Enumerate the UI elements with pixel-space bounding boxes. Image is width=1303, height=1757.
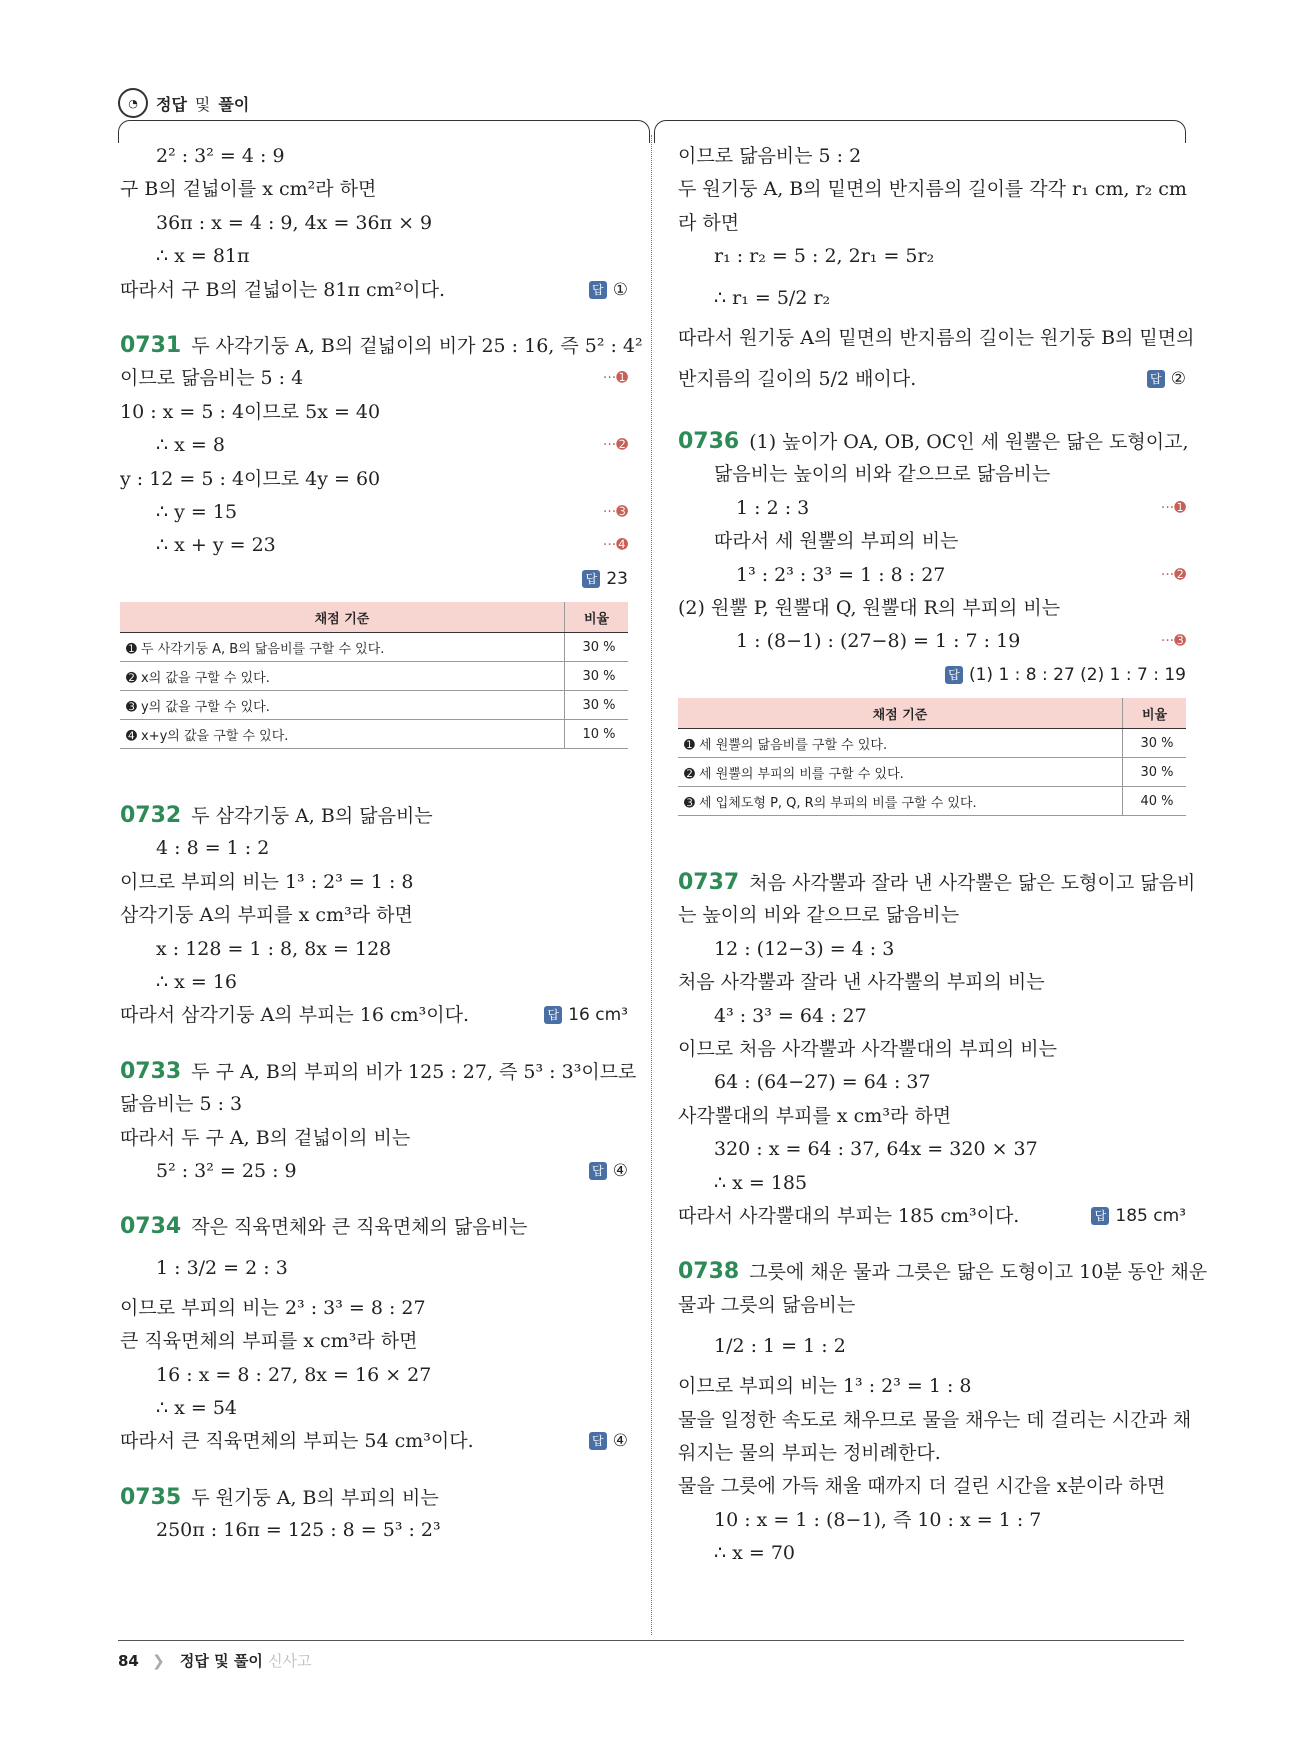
step-marker: ···➌	[602, 503, 628, 520]
text-line: ∴ r₁ = 5/2 r₂	[714, 286, 831, 309]
text-line: 따라서 원기둥 A의 밑면의 반지름의 길이는 원기둥 B의 밑면의	[678, 326, 1195, 349]
answer: (1) 1 : 8 : 27 (2) 1 : 7 : 19	[968, 664, 1186, 685]
problem-0731	[120, 329, 643, 362]
text-line: ∴ x = 54	[156, 1396, 238, 1419]
text-line: 10 : x = 1 : (8−1), 즉 10 : x = 1 : 7	[714, 1508, 1042, 1531]
text-line: 이므로 부피의 비는 1³ : 2³ = 1 : 8	[120, 870, 414, 893]
answer-mark	[544, 999, 628, 1032]
text: (1) 높이가 OA, OB, OC인 세 원뿔은 닮은 도형이고,	[749, 430, 1189, 453]
table-cell: ➋ x의 값을 구할 수 있다.	[120, 662, 565, 691]
footer-section: 정답 및 풀이	[179, 1652, 263, 1670]
text-line: 250π : 16π = 125 : 8 = 5³ : 2³	[156, 1519, 441, 1542]
text-line: 64 : (64−27) = 64 : 37	[714, 1071, 931, 1094]
chevron-right-icon: ❯	[152, 1652, 165, 1670]
answer-mark	[945, 659, 1186, 692]
text-line: 16 : x = 8 : 27, 8x = 16 × 27	[156, 1363, 432, 1386]
text-line	[120, 496, 628, 529]
problem-number: 0732	[120, 803, 182, 829]
text: 1 : (8−1) : (27−8) = 1 : 7 : 19	[736, 630, 1021, 653]
step-marker: ···➋	[1160, 566, 1186, 583]
text-line	[120, 362, 628, 395]
answer-badge: 답	[544, 1006, 562, 1024]
text-line: ∴ x = 70	[714, 1542, 796, 1565]
text: ∴ x + y = 23	[156, 534, 276, 557]
answer-badge: 답	[1147, 370, 1165, 388]
text-line: 처음 사각뿔과 잘라 낸 사각뿔의 부피의 비는	[678, 971, 1045, 994]
text-line	[678, 1200, 1186, 1233]
text-line: 물을 그릇에 가득 채울 때까지 더 걸린 시간을 x분이라 하면	[678, 1475, 1166, 1498]
answer-badge: 답	[589, 1162, 607, 1180]
step-marker: ···➍	[602, 537, 628, 554]
problem-number: 0737	[678, 870, 740, 896]
answer-badge: 답	[589, 1432, 607, 1450]
text-line: 두 원기둥 A, B의 밑면의 반지름의 길이를 각각 r₁ cm, r₂ cm	[678, 178, 1187, 201]
step-marker: ···➋	[602, 437, 628, 454]
right-column	[678, 140, 1208, 1571]
text-line: 이므로 부피의 비는 2³ : 3³ = 8 : 27	[120, 1296, 426, 1319]
text-line: 320 : x = 64 : 37, 64x = 320 × 37	[714, 1138, 1038, 1161]
text-line: 는 높이의 비와 같으므로 닮음비는	[678, 904, 960, 927]
answer: ①	[612, 279, 628, 300]
answer-mark	[589, 274, 628, 307]
table-cell: ➍ x+y의 값을 구할 수 있다.	[120, 720, 565, 749]
text-line: 라 하면	[678, 211, 740, 234]
problem-number: 0734	[120, 1214, 182, 1240]
text-line: 물을 일정한 속도로 채우므로 물을 채우는 데 걸리는 시간과 채	[678, 1408, 1192, 1431]
header-title-2: 풀이	[218, 94, 250, 114]
text-line	[120, 563, 628, 596]
text-line: 4 : 8 = 1 : 2	[156, 837, 270, 860]
text-line	[120, 274, 628, 307]
table-cell: 30 %	[565, 633, 629, 662]
problem-0738	[678, 1255, 1208, 1288]
text-line: y : 12 = 5 : 4이므로 4y = 60	[120, 467, 381, 490]
text: ∴ x = 8	[156, 434, 225, 457]
text-line: 닮음비는 5 : 3	[120, 1093, 243, 1116]
table-row	[120, 691, 628, 720]
table-row	[678, 787, 1186, 816]
table-cell: ➊ 세 원뿔의 닮음비를 구할 수 있다.	[678, 729, 1123, 758]
text-line: 구 B의 겉넓이를 x cm²라 하면	[120, 178, 377, 201]
table-cell: ➋ 세 원뿔의 부피의 비를 구할 수 있다.	[678, 758, 1123, 787]
answer: 185 cm³	[1115, 1205, 1186, 1226]
text: 따라서 구 B의 겉넓이는 81π cm²이다.	[120, 278, 446, 301]
table-header: 비율	[1123, 698, 1187, 729]
text-line: 닮음비는 높이의 비와 같으므로 닮음비는	[714, 463, 1051, 486]
watermark: 신사고	[268, 1652, 312, 1670]
text-line: 큰 직육면체의 부피를 x cm³라 하면	[120, 1330, 418, 1353]
text-line	[120, 999, 628, 1032]
header-title: 정답	[156, 94, 187, 114]
page-number: 84	[118, 1652, 139, 1670]
text: 따라서 삼각기둥 A의 부피는 16 cm³이다.	[120, 1004, 470, 1027]
answer: 16 cm³	[568, 1005, 628, 1026]
problem-number: 0735	[120, 1484, 182, 1510]
answer-mark	[589, 1155, 628, 1188]
grading-table	[678, 698, 1186, 816]
text: 반지름의 길이의 5/2 배이다.	[678, 367, 917, 390]
text: 처음 사각뿔과 잘라 낸 사각뿔은 닮은 도형이고 닮음비	[749, 872, 1196, 895]
text: 1 : 2 : 3	[736, 496, 810, 519]
table-cell: 10 %	[565, 720, 629, 749]
answer-mark	[1147, 355, 1186, 403]
text-line: 이므로 처음 사각뿔과 사각뿔대의 부피의 비는	[678, 1038, 1057, 1061]
table-row	[678, 729, 1186, 758]
text-line: 따라서 두 구 A, B의 겉넓이의 비는	[120, 1126, 411, 1149]
problem-0734	[120, 1210, 628, 1243]
text: 5² : 3² = 25 : 9	[156, 1159, 297, 1182]
text: 두 원기둥 A, B의 부피의 비는	[191, 1486, 439, 1509]
answer-badge: 답	[589, 281, 607, 299]
left-column	[120, 140, 643, 1548]
table-cell: 30 %	[565, 662, 629, 691]
answer-badge: 답	[945, 666, 963, 684]
text: 두 삼각기둥 A, B의 닮음비는	[191, 805, 433, 828]
problem-0735	[120, 1481, 628, 1514]
text: 따라서 사각뿔대의 부피는 185 cm³이다.	[678, 1204, 1020, 1227]
table-cell: ➌ 세 입체도형 P, Q, R의 부피의 비를 구할 수 있다.	[678, 787, 1123, 816]
page-footer	[118, 1650, 312, 1671]
text-line: x : 128 = 1 : 8, 8x = 128	[156, 937, 392, 960]
text-line: 이므로 닮음비는 5 : 2	[678, 145, 862, 167]
text-line: 따라서 세 원뿔의 부피의 비는	[714, 530, 959, 553]
text-line: 36π : x = 4 : 9, 4x = 36π × 9	[156, 211, 433, 234]
table-cell: 30 %	[1123, 729, 1187, 758]
answer-badge: 답	[1091, 1207, 1109, 1225]
text-line	[120, 529, 628, 562]
text-line	[120, 1425, 628, 1458]
table-header: 비율	[565, 602, 629, 633]
text-line: 2² : 3² = 4 : 9	[156, 145, 285, 167]
problem-0732	[120, 799, 628, 832]
text-line: 워지는 물의 부피는 정비례한다.	[678, 1441, 941, 1464]
text: 이므로 닮음비는 5 : 4	[120, 367, 304, 390]
text: 작은 직육면체와 큰 직육면체의 닮음비는	[191, 1216, 528, 1239]
text: ∴ y = 15	[156, 500, 238, 523]
problem-number: 0731	[120, 332, 182, 358]
text-line: 10 : x = 5 : 4이므로 5x = 40	[120, 400, 381, 423]
text-line: ∴ x = 16	[156, 971, 238, 994]
table-row	[120, 633, 628, 662]
table-cell: ➊ 두 사각기둥 A, B의 닮음비를 구할 수 있다.	[120, 633, 565, 662]
text-line	[678, 659, 1186, 692]
text-line	[678, 492, 1186, 525]
text-line	[120, 429, 628, 462]
problem-number: 0736	[678, 428, 740, 454]
table-row	[120, 720, 628, 749]
text: 두 구 A, B의 부피의 비가 125 : 27, 즉 5³ : 3³이므로	[191, 1060, 637, 1083]
table-header: 채점 기준	[678, 698, 1123, 729]
text-line	[120, 1155, 628, 1188]
text-line: (2) 원뿔 P, 원뿔대 Q, 원뿔대 R의 부피의 비는	[678, 596, 1061, 619]
text-line: 1 : 3/2 = 2 : 3	[156, 1256, 288, 1279]
problem-number: 0733	[120, 1058, 182, 1084]
answer: ②	[1170, 368, 1186, 389]
table-cell: ➌ y의 값을 구할 수 있다.	[120, 691, 565, 720]
footer-rule	[118, 1640, 1184, 1641]
answer: ④	[612, 1431, 628, 1452]
table-row	[120, 662, 628, 691]
problem-number: 0738	[678, 1259, 740, 1285]
text-line	[678, 625, 1186, 658]
mascot-icon: ◔	[118, 88, 148, 118]
table-row	[678, 758, 1186, 787]
text: 그릇에 채운 물과 그릇은 닮은 도형이고 10분 동안 채운	[749, 1261, 1208, 1284]
text-line: ∴ x = 185	[714, 1171, 808, 1194]
problem-0733	[120, 1055, 637, 1088]
text-line: 삼각기둥 A의 부피를 x cm³라 하면	[120, 904, 413, 927]
table-cell: 40 %	[1123, 787, 1187, 816]
text-line: 12 : (12−3) = 4 : 3	[714, 937, 895, 960]
table-header: 채점 기준	[120, 602, 565, 633]
answer: 23	[606, 568, 628, 589]
answer-mark	[1091, 1200, 1186, 1233]
header-title-sep: 및	[194, 94, 211, 114]
answer: ④	[612, 1160, 628, 1181]
grading-table	[120, 602, 628, 749]
text: 1³ : 2³ : 3³ = 1 : 8 : 27	[736, 563, 946, 586]
step-marker: ···➊	[1160, 499, 1186, 516]
text-line: r₁ : r₂ = 5 : 2, 2r₁ = 5r₂	[714, 245, 935, 268]
text-line: 사각뿔대의 부피를 x cm³라 하면	[678, 1104, 952, 1127]
step-marker: ···➌	[1160, 633, 1186, 650]
text-line: ∴ x = 81π	[156, 245, 250, 268]
text-line: 1/2 : 1 = 1 : 2	[714, 1335, 846, 1358]
text: 두 사각기둥 A, B의 겉넓이의 비가 25 : 16, 즉 5² : 4²	[191, 334, 643, 357]
page-header	[118, 88, 249, 118]
table-cell: 30 %	[565, 691, 629, 720]
table-cell: 30 %	[1123, 758, 1187, 787]
column-divider	[651, 135, 652, 1635]
text-line: 4³ : 3³ = 64 : 27	[714, 1004, 867, 1027]
text-line	[678, 559, 1186, 592]
text-line: 물과 그릇의 닮음비는	[678, 1293, 856, 1316]
text-line: 이므로 부피의 비는 1³ : 2³ = 1 : 8	[678, 1375, 972, 1398]
problem-0737	[678, 866, 1196, 899]
problem-0736	[678, 425, 1189, 458]
text-line	[678, 355, 1186, 403]
answer-badge: 답	[582, 570, 600, 588]
answer-mark	[589, 1425, 628, 1458]
text: 따라서 큰 직육면체의 부피는 54 cm³이다.	[120, 1430, 474, 1453]
step-marker: ···➊	[602, 370, 628, 387]
answer-mark	[582, 563, 628, 596]
